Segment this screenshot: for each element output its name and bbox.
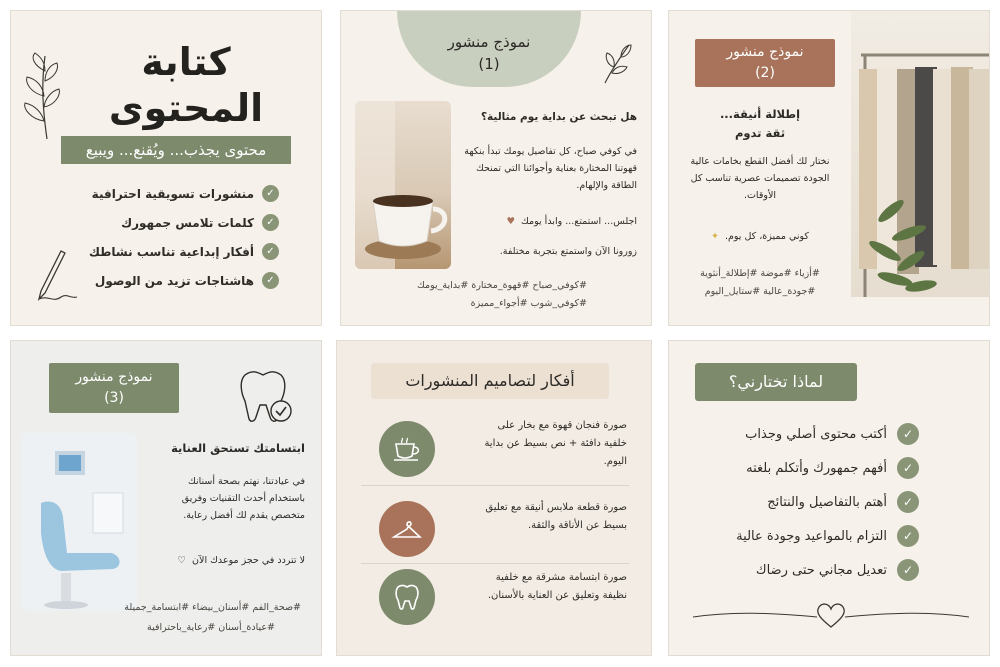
heart-outline-icon: ♡ xyxy=(177,555,187,566)
list-item: ✓ أكتب محتوى أصلي وجذاب xyxy=(719,417,919,451)
list-item: ✓ أفكار إبداعية تناسب نشاطك xyxy=(59,237,279,266)
check-icon: ✓ xyxy=(897,525,919,547)
post-2-line: كوني مميزة، كل يوم. ✦ xyxy=(711,231,809,242)
post-2-badge: نموذج منشور (2) xyxy=(695,39,835,87)
check-icon: ✓ xyxy=(262,185,279,202)
post-sample-2-card xyxy=(668,10,990,326)
intro-card xyxy=(10,10,322,326)
list-item: ✓ التزام بالمواعيد وجودة عالية xyxy=(719,519,919,553)
post-2-heading: إطلالة أنيقة... ثقة تدوم xyxy=(719,107,801,140)
coffee-cup-icon xyxy=(379,421,435,477)
post-3-body: في عيادتنا، نهتم بصحة أسنانك باستخدام أحدث التقنيات وفريق متخصص يقدم لك أفضل رعاية. xyxy=(181,476,305,521)
check-icon: ✓ xyxy=(897,457,919,479)
tooth-check-icon xyxy=(233,367,297,427)
post-1-line: اجلس... استمتع... وابدأ يومك ♥ xyxy=(457,213,637,230)
leaf-sprig-icon xyxy=(599,41,635,85)
post-sample-1-card xyxy=(340,10,652,326)
design-ideas-card xyxy=(336,340,652,656)
hanger-icon xyxy=(379,501,435,557)
list-item: ✓ أفهم جمهورك وأتكلم بلغته xyxy=(719,451,919,485)
post-2-hashtags: #أزياء #موضة #إطلالة_أنثوية xyxy=(700,268,820,279)
post-3-hashtags: #صحة_الفم #أسنان_بيضاء #ابتسامة_جميلة xyxy=(124,602,301,613)
check-icon: ✓ xyxy=(262,214,279,231)
tooth-icon xyxy=(379,569,435,625)
intro-tagline: محتوى يجذب... ويُقنع... ويبيع xyxy=(61,136,291,164)
post-sample-3-card xyxy=(10,340,322,656)
pen-icon xyxy=(29,247,89,307)
list-item: ✓ هاشتاجات تزيد من الوصول xyxy=(59,266,279,295)
list-item: صورة قطعة ملابس أنيقة مع تعليق بسيط عن الأناقة والثقة. xyxy=(357,491,633,571)
coffee-cup-photo xyxy=(355,101,451,269)
why-reasons-list xyxy=(719,417,919,587)
sparkle-icon: ✦ xyxy=(711,231,719,242)
check-icon: ✓ xyxy=(897,491,919,513)
check-icon: ✓ xyxy=(262,243,279,260)
intro-title-line1: كتابة xyxy=(141,40,231,84)
why-choose-me-card xyxy=(668,340,990,656)
heart-line-divider-icon xyxy=(693,597,969,631)
post-1-heading: هل تبحث عن بداية يوم مثالية؟ xyxy=(480,111,637,123)
check-icon: ✓ xyxy=(897,559,919,581)
ideas-title: أفكار لتصاميم المنشورات xyxy=(371,363,609,399)
post-1-cta: زورونا الآن واستمتع بتجربة مختلفة. xyxy=(499,246,637,257)
why-title: لماذا تختارني؟ xyxy=(695,363,857,401)
post-3-line: لا تتردد في حجز موعدك الآن ♡ xyxy=(177,555,305,566)
clothing-rack-photo xyxy=(851,11,990,297)
dental-clinic-photo xyxy=(21,433,137,611)
post-2-hashtags: #جودة_عالية #ستايل_اليوم xyxy=(704,286,816,297)
post-1-hashtags: #كوفي_صباح #قهوة_مختارة #بداية_يومك xyxy=(416,280,587,291)
list-item: ✓ منشورات تسويقية احترافية xyxy=(59,179,279,208)
post-1-hashtags: #كوفي_شوب #أجواء_مميزة xyxy=(470,298,587,309)
check-icon: ✓ xyxy=(262,272,279,289)
intro-services-list xyxy=(59,179,279,295)
heart-icon: ♥ xyxy=(506,216,516,227)
divider xyxy=(361,485,629,486)
post-3-heading: ابتسامتك تستحق العناية xyxy=(171,441,305,455)
post-1-badge: نموذج منشور (1) xyxy=(397,11,581,87)
list-item: ✓ تعديل مجاني حتى رضاك xyxy=(719,553,919,587)
list-item: ✓ أهتم بالتفاصيل والنتائج xyxy=(719,485,919,519)
check-icon: ✓ xyxy=(897,423,919,445)
list-item: صورة ابتسامة مشرقة مع خلفية نظيفة وتعليق عن العناية بالأسنان. xyxy=(357,567,633,647)
post-2-body: نختار لك أفضل القطع بخامات عالية الجودة تصميمات عصرية تناسب كل الأوقات. xyxy=(690,156,830,201)
list-item: ✓ كلمات تلامس جمهورك xyxy=(59,208,279,237)
list-item: صورة فنجان قهوة مع بخار على خلفية دافئة + نص بسيط عن بداية اليوم. xyxy=(357,413,633,493)
post-1-body: في كوفي صباح، كل تفاصيل يومك تبدأ بنكهة قهوتنا المختارة بعناية وأجوائنا التي تمنحك الطاقة والإلهام. xyxy=(464,146,637,191)
divider xyxy=(361,563,629,564)
leaf-branch-icon xyxy=(17,51,63,141)
intro-title-line2: المحتوى xyxy=(108,86,264,130)
post-3-badge: نموذج منشور (3) xyxy=(49,363,179,413)
post-3-hashtags: #عيادة_أسنان #رعاية_باحترافية xyxy=(147,622,275,633)
